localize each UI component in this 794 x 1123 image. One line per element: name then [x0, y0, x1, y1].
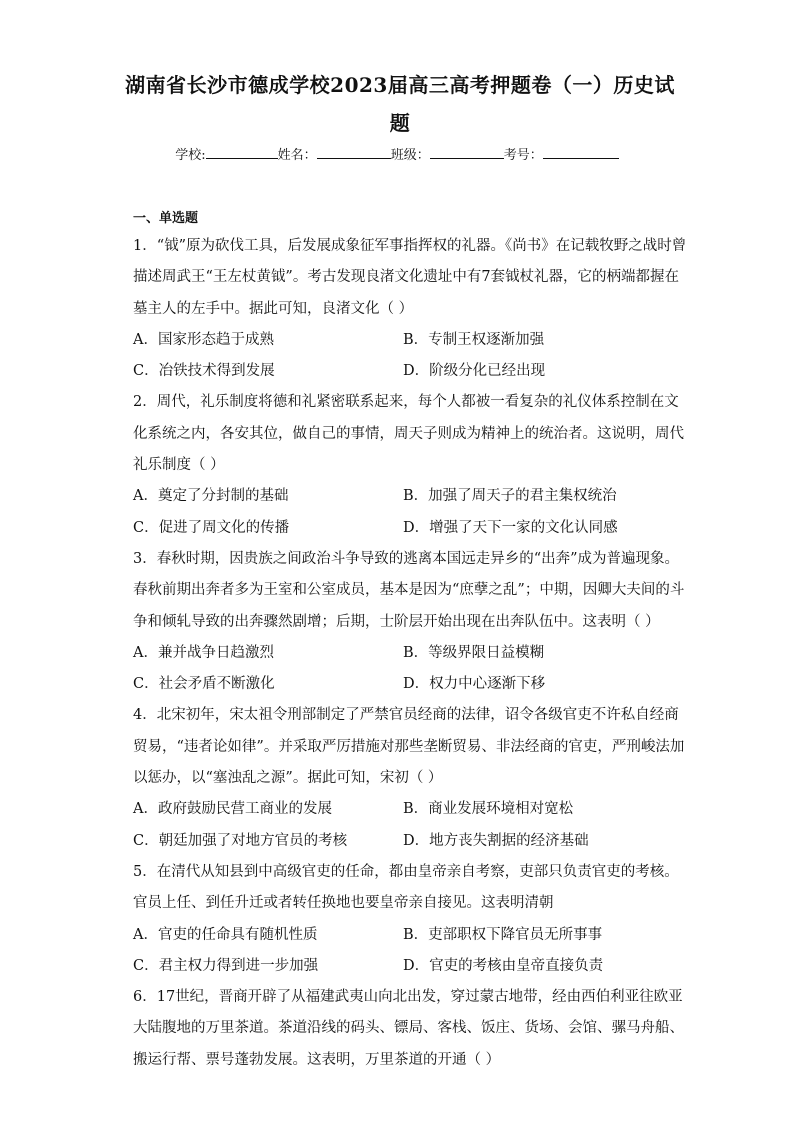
question-text-line: 描述周武王“王左杖黄钺”。考古发现良渚文化遗址中有7套钺杖礼器，它的柄端都握在	[133, 269, 680, 286]
options-row	[133, 356, 673, 387]
question-text-line: 3．春秋时期，因贵族之间政治斗争导致的逃离本国远走异乡的“出奔”成为普遍现象。	[133, 550, 680, 567]
question-list	[133, 231, 687, 1076]
student-info-row	[0, 144, 794, 163]
question-5	[133, 857, 679, 982]
answer-option[interactable]: D．阶级分化已经出现	[403, 363, 546, 380]
options-row	[133, 794, 673, 825]
question-text-line: 大陆腹地的万里茶道。茶道沿线的码头、镖局、客栈、饭庄、货场、会馆、骡马舟船、	[133, 1020, 684, 1037]
question-6	[133, 982, 684, 1076]
options-row	[133, 920, 673, 951]
answer-option[interactable]: B．专制王权逐渐加强	[403, 331, 545, 348]
answer-option[interactable]: C．君主权力得到进一步加强	[133, 957, 319, 974]
answer-option[interactable]: C．朝廷加强了对地方官员的考核	[133, 832, 348, 849]
question-text-line: 5．在清代从知县到中高级官吏的任命，都由皇帝亲自考察，吏部只负责官吏的考核。	[133, 863, 679, 880]
question-text-line: 礼乐制度（ ）	[133, 457, 225, 474]
answer-option[interactable]: C．社会矛盾不断激化	[133, 676, 275, 693]
options-row	[133, 325, 673, 356]
question-text-line: 化系统之内，各安其位，做自己的事情，周天子则成为精神上的统治者。这说明，周代	[133, 425, 684, 442]
exam-number-label: 考号：	[503, 148, 543, 163]
question-text-line: 墓主人的左手中。据此可知，良渚文化（ ）	[133, 300, 414, 317]
answer-option[interactable]: A．奠定了分封制的基础	[133, 488, 289, 505]
answer-option[interactable]: D．增强了天下一家的文化认同感	[403, 519, 618, 536]
class-label: 班级：	[390, 148, 430, 163]
question-text-line: 4．北宋初年，宋太祖令刑部制定了严禁官员经商的法律，诏令各级官吏不许私自经商	[133, 707, 679, 724]
answer-option[interactable]: B．加强了周天子的君主集权统治	[403, 488, 617, 505]
answer-option[interactable]: C．冶铁技术得到发展	[133, 363, 275, 380]
question-text-line: 春秋前期出奔者多为王室和公室成员，基本是因为“庶孽之乱”；中期，因卿大夫间的斗	[133, 582, 685, 599]
exam-title	[110, 66, 690, 142]
answer-option[interactable]: A．官吏的任命具有随机性质	[133, 926, 318, 943]
question-text-line: 以惩办，以“塞浊乱之源”。据此可知，宋初（ ）	[133, 770, 443, 787]
options-row	[133, 638, 673, 669]
question-text-line: 贸易，“违者论如律”。并采取严厉措施对那些垄断贸易、非法经商的官吏，严刑峻法加	[133, 738, 685, 755]
question-text-line: 争和倾轧导致的出奔骤然剧增；后期，士阶层开始出现在出奔队伍中。这表明（ ）	[133, 613, 660, 630]
question-text-line: 搬运行帮、票号蓬勃发展。这表明，万里茶道的开通（ ）	[133, 1051, 501, 1068]
question-text-line: 1．“钺”原为砍伐工具，后发展成象征军事指挥权的礼器。《尚书》在记载牧野之战时曾	[133, 238, 687, 254]
question-4	[133, 700, 685, 856]
title-line-1: 湖南省长沙市德成学校2023届高三高考押题卷（一）历史试	[125, 73, 675, 97]
answer-option[interactable]: A．政府鼓励民营工商业的发展	[133, 801, 332, 818]
school-label: 学校:	[175, 148, 206, 163]
class-blank[interactable]	[430, 146, 504, 159]
exam-number-blank[interactable]	[543, 146, 619, 159]
options-row	[133, 481, 673, 512]
question-1	[133, 231, 687, 387]
answer-option[interactable]: D．权力中心逐渐下移	[403, 676, 546, 693]
question-text-line: 官员上任、到任升迁或者转任换地也要皇帝亲自接见。这表明清朝	[133, 895, 554, 912]
answer-option[interactable]: D．地方丧失割据的经济基础	[403, 832, 589, 849]
options-row	[133, 669, 673, 700]
answer-option[interactable]: A．兼并战争日趋激烈	[133, 644, 274, 661]
options-row	[133, 826, 673, 857]
options-row	[133, 513, 673, 544]
answer-option[interactable]: B．等级界限日益模糊	[403, 644, 545, 661]
answer-option[interactable]: B．商业发展环境相对宽松	[403, 801, 574, 818]
options-row	[133, 951, 673, 982]
answer-option[interactable]: C．促进了周文化的传播	[133, 519, 290, 536]
answer-option[interactable]: A．国家形态趋于成熟	[133, 331, 274, 348]
name-label: 姓名：	[277, 148, 317, 163]
question-3	[133, 544, 685, 700]
section-heading: 一、单选题	[133, 211, 199, 226]
school-blank[interactable]	[206, 146, 278, 159]
question-text-line: 6．17世纪，晋商开辟了从福建武夷山向北出发，穿过蒙古地带，经由西伯利亚往欧亚	[133, 989, 683, 1006]
name-blank[interactable]	[317, 146, 391, 159]
question-text-line: 2．周代，礼乐制度将德和礼紧密联系起来，每个人都被一看复杂的礼仪体系控制在文	[133, 394, 679, 411]
title-line-2: 题	[389, 111, 411, 135]
answer-option[interactable]: D．官吏的考核由皇帝直接负责	[403, 957, 604, 974]
question-2	[133, 387, 684, 543]
answer-option[interactable]: B．吏部职权下降官员无所事事	[403, 926, 603, 943]
